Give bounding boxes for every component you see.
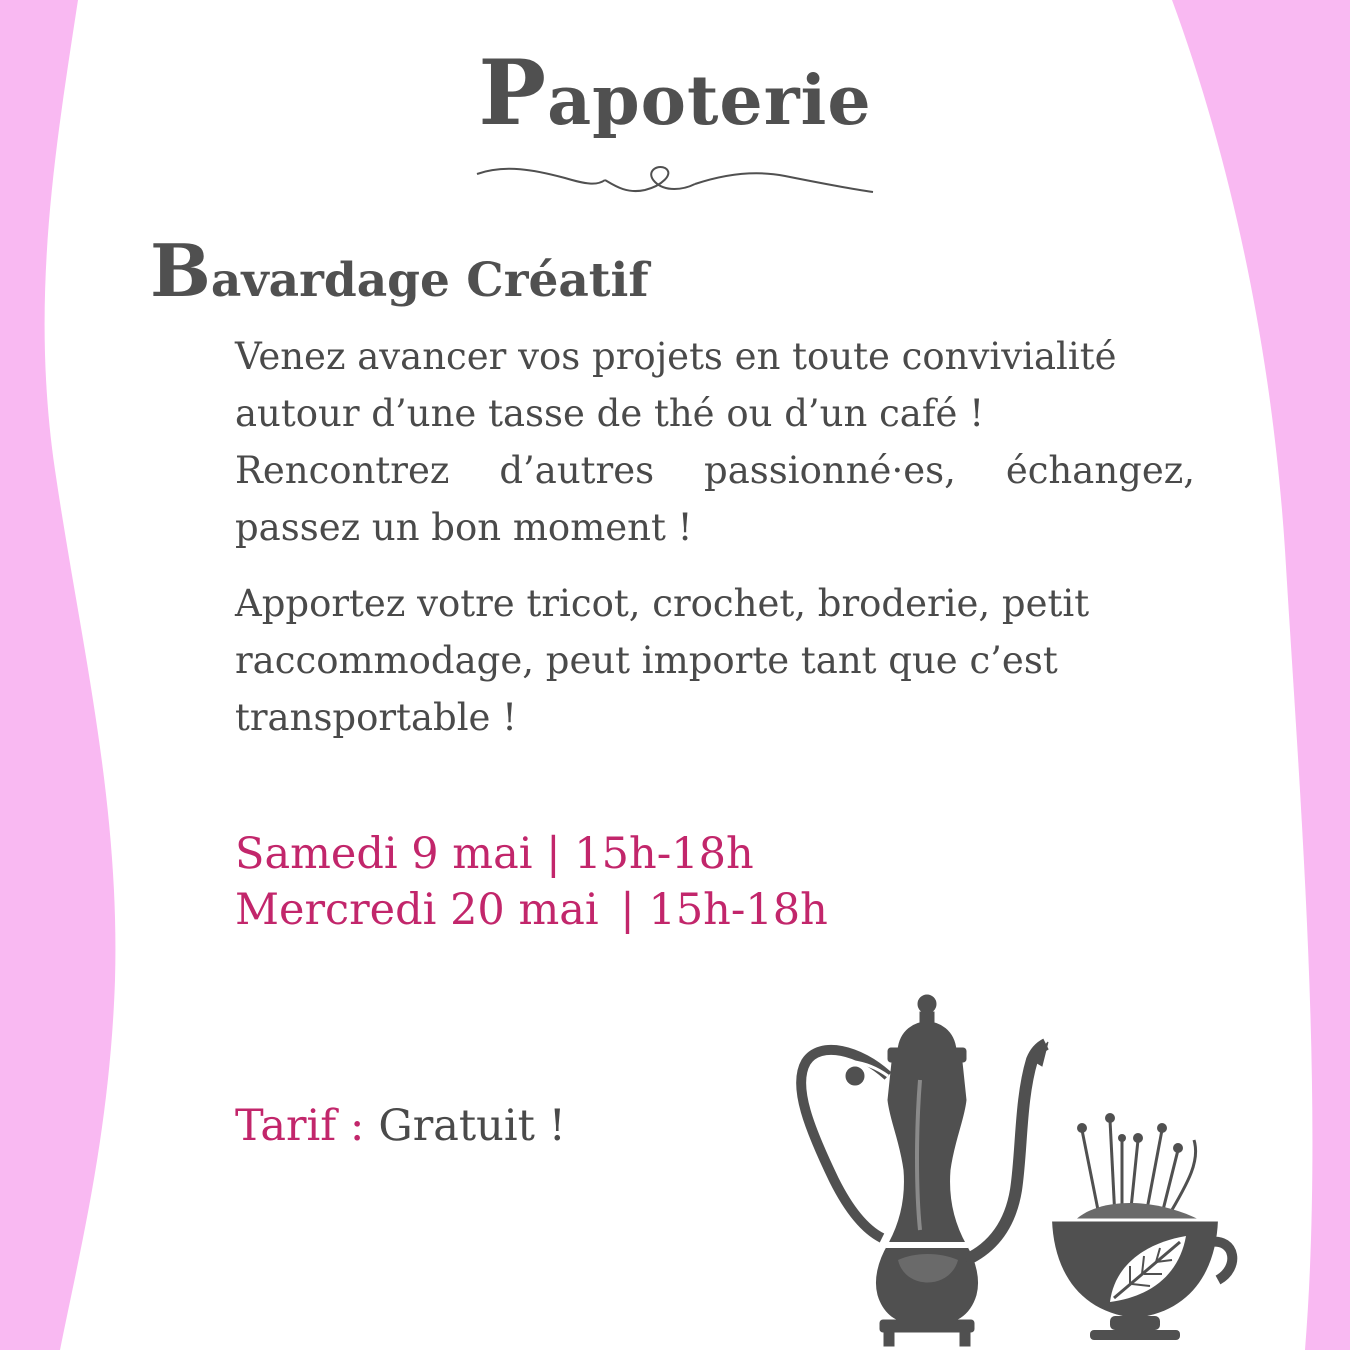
description-paragraph-1 xyxy=(235,328,1195,442)
schedule-separator: | xyxy=(620,885,635,935)
subtitle-rest: avardage Créatif xyxy=(210,253,649,308)
schedule-separator: | xyxy=(546,829,561,879)
description-paragraph-2: Rencontrez d’autres passionné·es, échangez, passez un bon moment ! xyxy=(235,449,1195,549)
ornamental-swirl-icon xyxy=(475,160,875,200)
title-initial: P xyxy=(478,40,548,146)
schedule-time: 15h-18h xyxy=(648,885,828,935)
schedule xyxy=(235,826,828,938)
schedule-item xyxy=(235,826,828,882)
pricing-label: Tarif : xyxy=(235,1101,365,1151)
teacup-with-knitting-needles-icon xyxy=(1052,1113,1232,1340)
page-title xyxy=(0,40,1350,146)
subtitle-initial: B xyxy=(150,228,211,313)
event-description xyxy=(235,328,1195,746)
schedule-date: Mercredi 20 mai xyxy=(235,885,599,935)
event-title xyxy=(150,228,649,313)
description-paragraph-3 xyxy=(235,575,1195,746)
coffee-pot-icon xyxy=(801,995,1048,1346)
title-rest: apoterie xyxy=(547,61,872,141)
description-line: transportable ! xyxy=(235,696,518,739)
pricing xyxy=(235,1098,566,1154)
description-line: autour d’une tasse de thé ou d’un café ! xyxy=(235,392,985,435)
description-line: raccommodage, peut importe tant que c’est xyxy=(235,639,1058,682)
description-line: Venez avancer vos projets en toute convivialité xyxy=(235,335,1117,378)
description-line: Apportez votre tricot, crochet, broderie, petit xyxy=(235,582,1090,625)
schedule-time: 15h-18h xyxy=(574,829,754,879)
schedule-item xyxy=(235,882,828,938)
schedule-date: Samedi 9 mai xyxy=(235,829,533,879)
tea-illustration xyxy=(770,990,1250,1350)
pricing-value: Gratuit ! xyxy=(378,1101,566,1151)
